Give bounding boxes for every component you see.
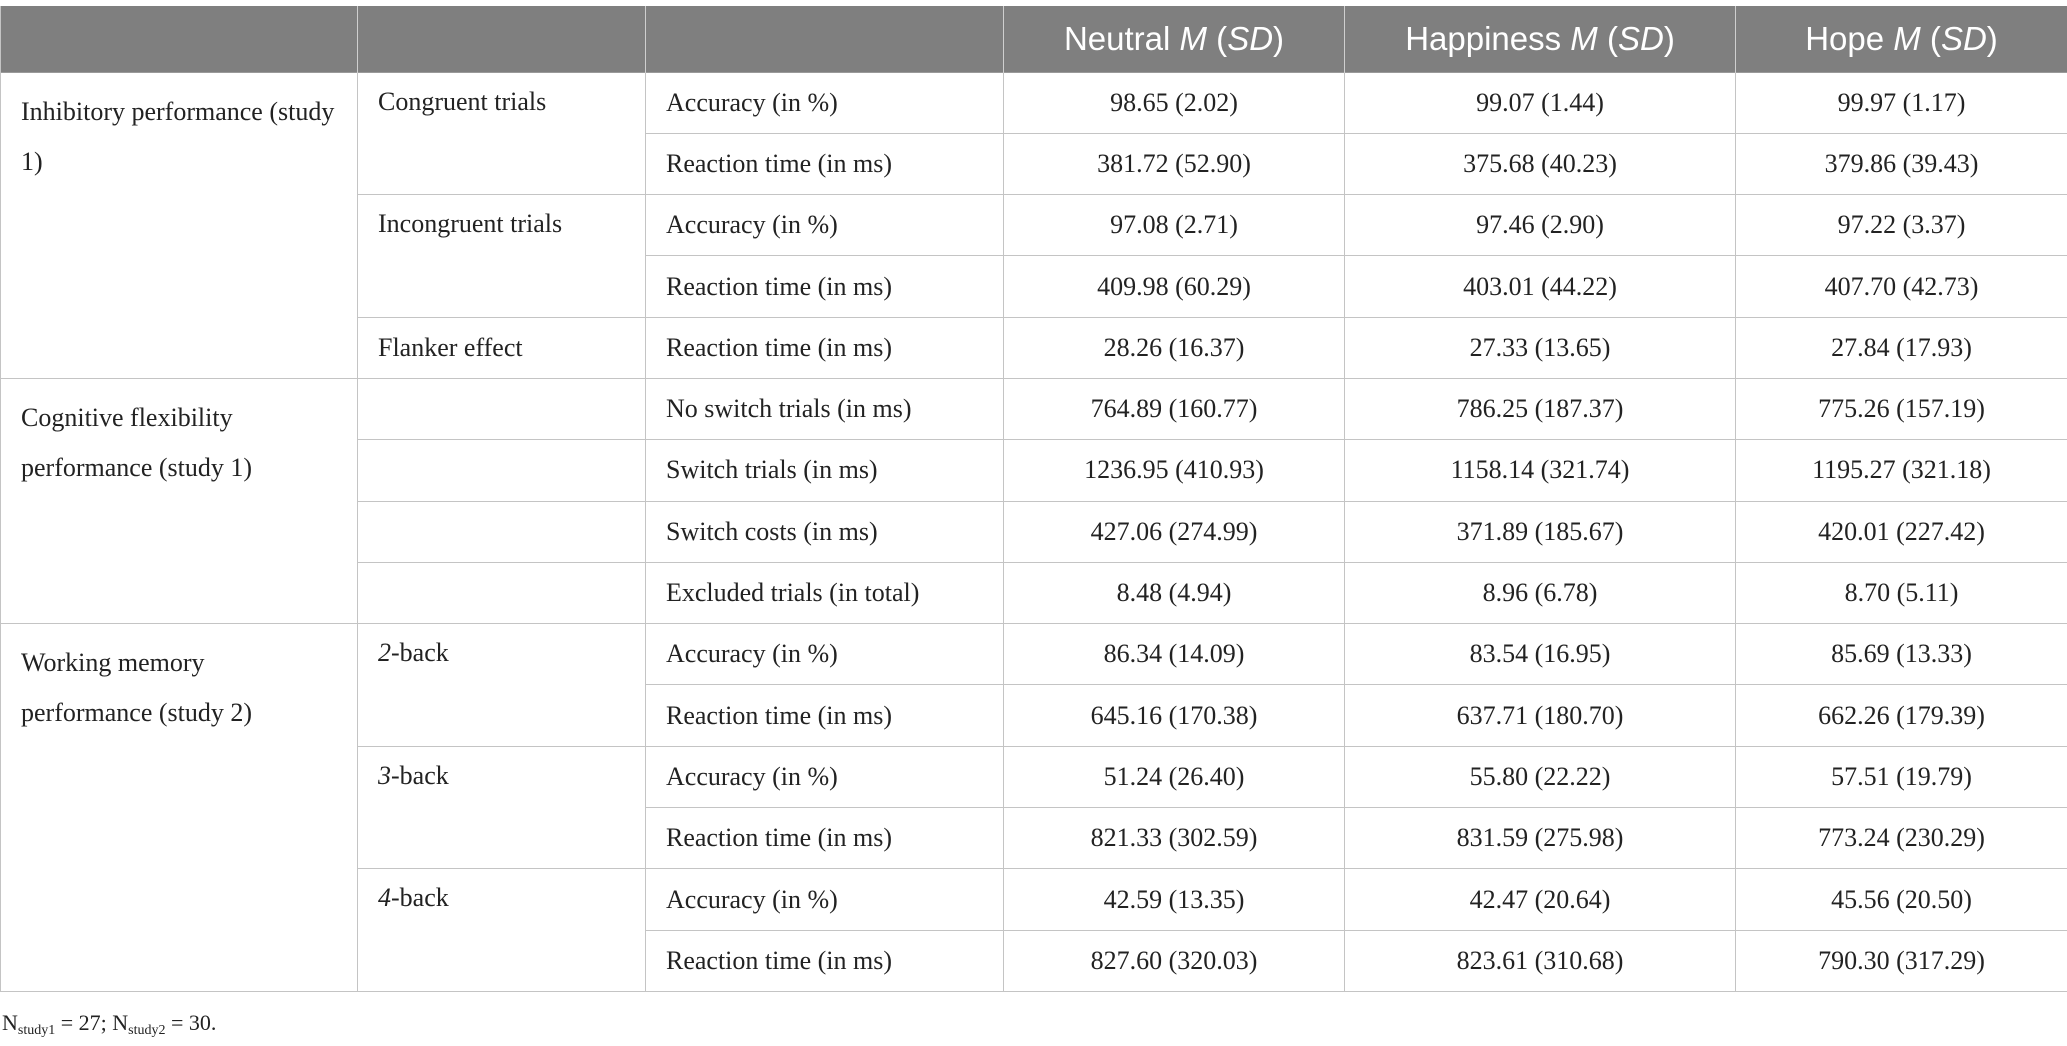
- happiness-cell: 8.96 (6.78): [1345, 562, 1736, 623]
- measure-cell: Reaction time (in ms): [646, 256, 1004, 317]
- happiness-cell: 1158.14 (321.74): [1345, 440, 1736, 501]
- table-container: [0, 6, 2067, 992]
- header-hope: Hope M (SD): [1736, 6, 2067, 72]
- hope-cell: 85.69 (13.33): [1736, 624, 2067, 685]
- neutral-cell: 51.24 (26.40): [1004, 746, 1345, 807]
- hope-cell: 407.70 (42.73): [1736, 256, 2067, 317]
- subgroup-label: 3-back: [358, 746, 646, 869]
- measure-cell: Reaction time (in ms): [646, 930, 1004, 991]
- happiness-cell: 831.59 (275.98): [1345, 808, 1736, 869]
- subgroup-label: Flanker effect: [358, 317, 646, 378]
- neutral-cell: 1236.95 (410.93): [1004, 440, 1345, 501]
- happiness-cell: 55.80 (22.22): [1345, 746, 1736, 807]
- subgroup-empty: [358, 562, 646, 623]
- happiness-cell: 403.01 (44.22): [1345, 256, 1736, 317]
- neutral-cell: 28.26 (16.37): [1004, 317, 1345, 378]
- hope-cell: 662.26 (179.39): [1736, 685, 2067, 746]
- subgroup-empty: [358, 501, 646, 562]
- group-label: Cognitive flexibility performance (study 1): [1, 378, 358, 623]
- hope-cell: 1195.27 (321.18): [1736, 440, 2067, 501]
- hope-cell: 790.30 (317.29): [1736, 930, 2067, 991]
- neutral-cell: 409.98 (60.29): [1004, 256, 1345, 317]
- header-empty-3: [646, 6, 1004, 72]
- subgroup-empty: [358, 440, 646, 501]
- neutral-cell: 645.16 (170.38): [1004, 685, 1345, 746]
- measure-cell: No switch trials (in ms): [646, 378, 1004, 439]
- hope-cell: 775.26 (157.19): [1736, 378, 2067, 439]
- measure-cell: Accuracy (in %): [646, 72, 1004, 133]
- neutral-cell: 8.48 (4.94): [1004, 562, 1345, 623]
- happiness-cell: 637.71 (180.70): [1345, 685, 1736, 746]
- neutral-cell: 97.08 (2.71): [1004, 195, 1345, 256]
- neutral-cell: 427.06 (274.99): [1004, 501, 1345, 562]
- subgroup-label: 2-back: [358, 624, 646, 747]
- happiness-cell: 375.68 (40.23): [1345, 133, 1736, 194]
- happiness-cell: 786.25 (187.37): [1345, 378, 1736, 439]
- measure-cell: Reaction time (in ms): [646, 133, 1004, 194]
- measure-cell: Accuracy (in %): [646, 746, 1004, 807]
- happiness-cell: 83.54 (16.95): [1345, 624, 1736, 685]
- measure-cell: Reaction time (in ms): [646, 685, 1004, 746]
- measure-cell: Accuracy (in %): [646, 869, 1004, 930]
- table-row: [1, 624, 2067, 685]
- header-empty-2: [358, 6, 646, 72]
- header-neutral: Neutral M (SD): [1004, 6, 1345, 72]
- measure-cell: Accuracy (in %): [646, 195, 1004, 256]
- subgroup-label: 4-back: [358, 869, 646, 992]
- hope-cell: 420.01 (227.42): [1736, 501, 2067, 562]
- measure-cell: Excluded trials (in total): [646, 562, 1004, 623]
- hope-cell: 57.51 (19.79): [1736, 746, 2067, 807]
- group-label: Working memory performance (study 2): [1, 624, 358, 992]
- header-happiness: Happiness M (SD): [1345, 6, 1736, 72]
- neutral-cell: 42.59 (13.35): [1004, 869, 1345, 930]
- hope-cell: 379.86 (39.43): [1736, 133, 2067, 194]
- happiness-cell: 42.47 (20.64): [1345, 869, 1736, 930]
- neutral-cell: 86.34 (14.09): [1004, 624, 1345, 685]
- measure-cell: Accuracy (in %): [646, 624, 1004, 685]
- table-row: [1, 378, 2067, 439]
- hope-cell: 8.70 (5.11): [1736, 562, 2067, 623]
- header-row: [1, 6, 2067, 72]
- group-label: Inhibitory performance (study 1): [1, 72, 358, 378]
- measure-cell: Switch trials (in ms): [646, 440, 1004, 501]
- neutral-cell: 98.65 (2.02): [1004, 72, 1345, 133]
- happiness-cell: 823.61 (310.68): [1345, 930, 1736, 991]
- table-row: [1, 72, 2067, 133]
- measure-cell: Reaction time (in ms): [646, 808, 1004, 869]
- happiness-cell: 27.33 (13.65): [1345, 317, 1736, 378]
- neutral-cell: 827.60 (320.03): [1004, 930, 1345, 991]
- header-empty-1: [1, 6, 358, 72]
- happiness-cell: 97.46 (2.90): [1345, 195, 1736, 256]
- happiness-cell: 371.89 (185.67): [1345, 501, 1736, 562]
- hope-cell: 45.56 (20.50): [1736, 869, 2067, 930]
- subgroup-label: Incongruent trials: [358, 195, 646, 318]
- measure-cell: Reaction time (in ms): [646, 317, 1004, 378]
- neutral-cell: 764.89 (160.77): [1004, 378, 1345, 439]
- table-footnote: $N_{study1} = 27$; $N_{study2} = 30$.: [2, 1010, 217, 1038]
- hope-cell: 99.97 (1.17): [1736, 72, 2067, 133]
- hope-cell: 97.22 (3.37): [1736, 195, 2067, 256]
- neutral-cell: 381.72 (52.90): [1004, 133, 1345, 194]
- neutral-cell: 821.33 (302.59): [1004, 808, 1345, 869]
- measure-cell: Switch costs (in ms): [646, 501, 1004, 562]
- hope-cell: 27.84 (17.93): [1736, 317, 2067, 378]
- hope-cell: 773.24 (230.29): [1736, 808, 2067, 869]
- subgroup-label: Congruent trials: [358, 72, 646, 195]
- happiness-cell: 99.07 (1.44): [1345, 72, 1736, 133]
- subgroup-empty: [358, 378, 646, 439]
- results-table: [0, 6, 2067, 992]
